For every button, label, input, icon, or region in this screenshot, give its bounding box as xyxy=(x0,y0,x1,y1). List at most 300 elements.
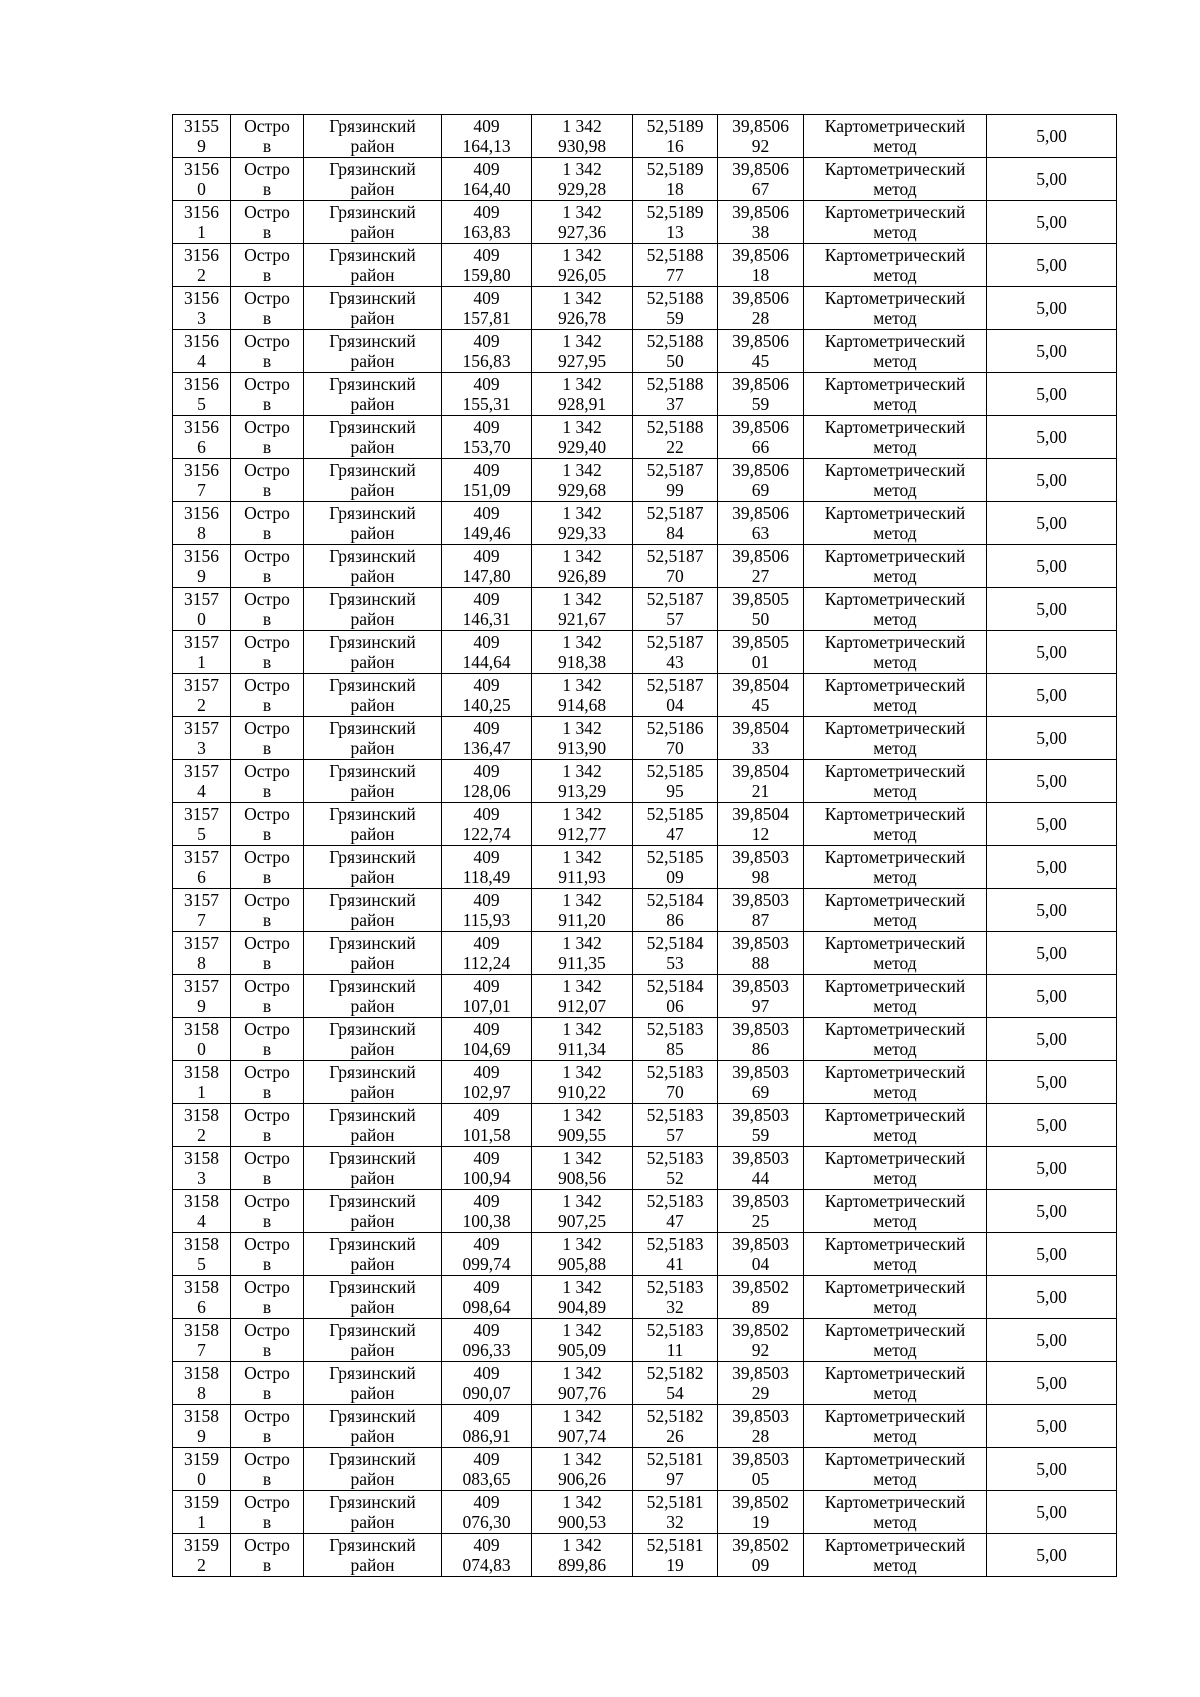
cell-line: 1 342 xyxy=(562,417,602,437)
cell-line: 908,56 xyxy=(557,1168,607,1188)
cell-line: Картометрический xyxy=(824,245,966,265)
cell-line: Остро xyxy=(244,890,290,910)
cell-line: 97 xyxy=(751,996,770,1016)
cell-line: Грязинский xyxy=(329,976,416,996)
latitude-cell xyxy=(633,545,718,588)
district-cell xyxy=(304,674,442,717)
district-cell xyxy=(304,1190,442,1233)
cell-line: 59 xyxy=(751,394,770,414)
district-cell xyxy=(304,1405,442,1448)
coord-x-cell xyxy=(442,1104,532,1147)
method-cell xyxy=(804,1061,987,1104)
cell-line: 52,5187 xyxy=(646,675,704,695)
coord-x-cell xyxy=(442,975,532,1018)
table-row xyxy=(173,674,1117,717)
coord-y-cell xyxy=(532,1147,633,1190)
cell-line: 409 xyxy=(473,761,500,781)
cell-line: 52,5183 xyxy=(646,1062,704,1082)
cell-line: 3157 xyxy=(184,890,219,910)
object-type-cell xyxy=(231,1276,304,1319)
district-cell xyxy=(304,502,442,545)
cell-line: 39,8506 xyxy=(732,159,789,179)
point-number-cell xyxy=(173,1405,231,1448)
cell-line: 0 xyxy=(197,1469,206,1489)
district-cell xyxy=(304,1491,442,1534)
coord-x-cell xyxy=(442,760,532,803)
accuracy-cell: 5,00 xyxy=(987,244,1117,287)
cell-line: в xyxy=(262,1469,272,1489)
cell-line: 9 xyxy=(197,566,206,586)
table-row xyxy=(173,330,1117,373)
cell-line: 0 xyxy=(197,1039,206,1059)
coord-x-cell xyxy=(442,1276,532,1319)
method-cell xyxy=(804,287,987,330)
cell-line: 115,93 xyxy=(462,910,511,930)
accuracy-cell: 5,00 xyxy=(987,1276,1117,1319)
object-type-cell xyxy=(231,1190,304,1233)
coord-y-cell xyxy=(532,631,633,674)
cell-line: 52,5183 xyxy=(646,1234,704,1254)
longitude-cell xyxy=(718,502,804,545)
cell-line: 147,80 xyxy=(462,566,511,586)
cell-line: 92 xyxy=(751,1340,770,1360)
cell-line: Остро xyxy=(244,1105,290,1125)
object-type-cell xyxy=(231,201,304,244)
accuracy-cell: 5,00 xyxy=(987,588,1117,631)
district-cell xyxy=(304,760,442,803)
longitude-cell xyxy=(718,1147,804,1190)
cell-line: Остро xyxy=(244,546,290,566)
point-number-cell xyxy=(173,1147,231,1190)
cell-line: 409 xyxy=(473,503,500,523)
object-type-cell xyxy=(231,1448,304,1491)
object-type-cell xyxy=(231,1147,304,1190)
cell-line: район xyxy=(350,824,395,844)
latitude-cell xyxy=(633,459,718,502)
cell-line: в xyxy=(262,695,272,715)
table-row xyxy=(173,1190,1117,1233)
coord-x-cell xyxy=(442,459,532,502)
table-row xyxy=(173,1448,1117,1491)
coord-y-cell xyxy=(532,1018,633,1061)
coord-y-cell xyxy=(532,1061,633,1104)
cell-line: район xyxy=(350,1426,395,1446)
cell-line: Грязинский xyxy=(329,1363,416,1383)
cell-line: Остро xyxy=(244,847,290,867)
cell-line: район xyxy=(350,308,395,328)
cell-line: 409 xyxy=(473,847,500,867)
district-cell xyxy=(304,1061,442,1104)
longitude-cell xyxy=(718,330,804,373)
cell-line: 3156 xyxy=(184,202,219,222)
object-type-cell xyxy=(231,846,304,889)
cell-line: в xyxy=(262,1555,272,1575)
cell-line: 4 xyxy=(197,781,206,801)
cell-line: Картометрический xyxy=(824,288,966,308)
cell-line: 107,01 xyxy=(462,996,511,1016)
cell-line: 927,95 xyxy=(557,351,607,371)
cell-line: 66 xyxy=(751,437,770,457)
latitude-cell xyxy=(633,889,718,932)
accuracy-cell: 5,00 xyxy=(987,1233,1117,1276)
cell-line: в xyxy=(262,222,272,242)
cell-line: 39,8505 xyxy=(732,632,789,652)
cell-line: Картометрический xyxy=(824,675,966,695)
coord-x-cell xyxy=(442,1233,532,1276)
point-number-cell xyxy=(173,846,231,889)
cell-line: Грязинский xyxy=(329,675,416,695)
accuracy-cell: 5,00 xyxy=(987,1147,1117,1190)
cell-line: 9 xyxy=(197,136,206,156)
latitude-cell xyxy=(633,760,718,803)
longitude-cell xyxy=(718,760,804,803)
cell-line: Картометрический xyxy=(824,159,966,179)
point-number-cell xyxy=(173,115,231,158)
cell-line: 907,25 xyxy=(557,1211,607,1231)
cell-line: 88 xyxy=(751,953,770,973)
method-cell xyxy=(804,1233,987,1276)
accuracy-cell: 5,00 xyxy=(987,1061,1117,1104)
cell-line: 21 xyxy=(751,781,770,801)
cell-line: метод xyxy=(873,1211,917,1231)
coord-y-cell xyxy=(532,1448,633,1491)
table-row xyxy=(173,373,1117,416)
cell-line: 921,67 xyxy=(557,609,607,629)
coord-x-cell xyxy=(442,1362,532,1405)
latitude-cell xyxy=(633,115,718,158)
cell-line: 112,24 xyxy=(462,953,511,973)
cell-line: 70 xyxy=(666,738,684,758)
cell-line: 1 342 xyxy=(562,589,602,609)
district-cell xyxy=(304,115,442,158)
cell-line: 3156 xyxy=(184,503,219,523)
table-row xyxy=(173,1104,1117,1147)
cell-line: Грязинский xyxy=(329,417,416,437)
cell-line: 1 342 xyxy=(562,1277,602,1297)
method-cell xyxy=(804,674,987,717)
cell-line: 913,90 xyxy=(557,738,607,758)
cell-line: 1 342 xyxy=(562,675,602,695)
longitude-cell xyxy=(718,1233,804,1276)
longitude-cell xyxy=(718,115,804,158)
cell-line: район xyxy=(350,523,395,543)
object-type-cell xyxy=(231,588,304,631)
cell-line: Картометрический xyxy=(824,1406,966,1426)
cell-line: район xyxy=(350,652,395,672)
cell-line: Грязинский xyxy=(329,1277,416,1297)
longitude-cell xyxy=(718,1448,804,1491)
method-cell xyxy=(804,846,987,889)
cell-line: в xyxy=(262,867,272,887)
cell-line: Картометрический xyxy=(824,1234,966,1254)
cell-line: 409 xyxy=(473,976,500,996)
object-type-cell xyxy=(231,760,304,803)
table-row xyxy=(173,115,1117,158)
cell-line: 52,5184 xyxy=(646,933,704,953)
cell-line: 39,8503 xyxy=(732,847,789,867)
coord-y-cell xyxy=(532,416,633,459)
cell-line: 929,28 xyxy=(557,179,607,199)
cell-line: 43 xyxy=(666,652,684,672)
cell-line: 140,25 xyxy=(462,695,511,715)
cell-line: 409 xyxy=(473,1535,500,1555)
district-cell xyxy=(304,1233,442,1276)
latitude-cell xyxy=(633,1018,718,1061)
cell-line: Картометрический xyxy=(824,1449,966,1469)
cell-line: метод xyxy=(873,308,917,328)
cell-line: 39,8506 xyxy=(732,202,789,222)
cell-line: метод xyxy=(873,609,917,629)
cell-line: 904,89 xyxy=(557,1297,607,1317)
cell-line: 1 342 xyxy=(562,159,602,179)
longitude-cell xyxy=(718,1319,804,1362)
point-number-cell xyxy=(173,287,231,330)
cell-line: 39,8503 xyxy=(732,1406,789,1426)
method-cell xyxy=(804,158,987,201)
coord-y-cell xyxy=(532,717,633,760)
cell-line: 39,8503 xyxy=(732,1363,789,1383)
cell-line: 926,89 xyxy=(557,566,607,586)
district-cell xyxy=(304,459,442,502)
accuracy-cell: 5,00 xyxy=(987,502,1117,545)
longitude-cell xyxy=(718,201,804,244)
cell-line: Остро xyxy=(244,417,290,437)
cell-line: 95 xyxy=(666,781,684,801)
latitude-cell xyxy=(633,932,718,975)
coord-y-cell xyxy=(532,459,633,502)
cell-line: 39,8502 xyxy=(732,1320,789,1340)
table-row xyxy=(173,502,1117,545)
cell-line: 1 342 xyxy=(562,1406,602,1426)
cell-line: метод xyxy=(873,1125,917,1145)
coord-y-cell xyxy=(532,1405,633,1448)
cell-line: Картометрический xyxy=(824,890,966,910)
cell-line: 39,8504 xyxy=(732,761,789,781)
method-cell xyxy=(804,1534,987,1577)
longitude-cell xyxy=(718,631,804,674)
cell-line: Остро xyxy=(244,202,290,222)
cell-line: район xyxy=(350,222,395,242)
cell-line: метод xyxy=(873,1168,917,1188)
cell-line: Картометрический xyxy=(824,718,966,738)
table-row xyxy=(173,889,1117,932)
cell-line: 39,8502 xyxy=(732,1492,789,1512)
accuracy-cell: 5,00 xyxy=(987,330,1117,373)
object-type-cell xyxy=(231,1018,304,1061)
cell-line: 69 xyxy=(751,1082,770,1102)
district-cell xyxy=(304,1276,442,1319)
coord-x-cell xyxy=(442,545,532,588)
cell-line: 06 xyxy=(666,996,684,1016)
table-row xyxy=(173,1319,1117,1362)
latitude-cell xyxy=(633,1276,718,1319)
coord-x-cell xyxy=(442,1018,532,1061)
method-cell xyxy=(804,1405,987,1448)
point-number-cell xyxy=(173,1319,231,1362)
cell-line: 409 xyxy=(473,718,500,738)
point-number-cell xyxy=(173,1233,231,1276)
coord-y-cell xyxy=(532,158,633,201)
table-row xyxy=(173,631,1117,674)
district-cell xyxy=(304,416,442,459)
table-row xyxy=(173,1276,1117,1319)
cell-line: 28 xyxy=(751,308,770,328)
accuracy-cell: 5,00 xyxy=(987,545,1117,588)
cell-line: метод xyxy=(873,566,917,586)
cell-line: в xyxy=(262,1125,272,1145)
cell-line: 3156 xyxy=(184,374,219,394)
cell-line: 918,38 xyxy=(557,652,607,672)
cell-line: 149,46 xyxy=(462,523,511,543)
table-row xyxy=(173,588,1117,631)
coord-x-cell xyxy=(442,1319,532,1362)
cell-line: в xyxy=(262,609,272,629)
point-number-cell xyxy=(173,545,231,588)
cell-line: метод xyxy=(873,1383,917,1403)
cell-line: район xyxy=(350,480,395,500)
cell-line: Картометрический xyxy=(824,632,966,652)
cell-line: метод xyxy=(873,222,917,242)
cell-line: 39,8503 xyxy=(732,1019,789,1039)
latitude-cell xyxy=(633,1147,718,1190)
cell-line: в xyxy=(262,394,272,414)
cell-line: 3157 xyxy=(184,761,219,781)
cell-line: 37 xyxy=(666,394,684,414)
cell-line: 409 xyxy=(473,245,500,265)
cell-line: Грязинский xyxy=(329,933,416,953)
cell-line: метод xyxy=(873,136,917,156)
cell-line: район xyxy=(350,695,395,715)
cell-line: 913,29 xyxy=(557,781,607,801)
cell-line: 909,55 xyxy=(557,1125,607,1145)
method-cell xyxy=(804,1448,987,1491)
cell-line: 1 342 xyxy=(562,1234,602,1254)
coord-y-cell xyxy=(532,1491,633,1534)
cell-line: Грязинский xyxy=(329,1191,416,1211)
cell-line: 409 xyxy=(473,1406,500,1426)
method-cell xyxy=(804,115,987,158)
cell-line: 409 xyxy=(473,1277,500,1297)
latitude-cell xyxy=(633,330,718,373)
cell-line: район xyxy=(350,781,395,801)
cell-line: 92 xyxy=(751,136,770,156)
cell-line: 85 xyxy=(666,1039,684,1059)
longitude-cell xyxy=(718,459,804,502)
point-number-cell xyxy=(173,631,231,674)
cell-line: район xyxy=(350,437,395,457)
accuracy-cell: 5,00 xyxy=(987,416,1117,459)
latitude-cell xyxy=(633,1362,718,1405)
cell-line: район xyxy=(350,351,395,371)
cell-line: 45 xyxy=(751,351,770,371)
cell-line: 899,86 xyxy=(557,1555,607,1575)
cell-line: 409 xyxy=(473,116,500,136)
cell-line: в xyxy=(262,953,272,973)
object-type-cell xyxy=(231,545,304,588)
cell-line: 52,5182 xyxy=(646,1406,704,1426)
point-number-cell xyxy=(173,244,231,287)
cell-line: в xyxy=(262,265,272,285)
cell-line: 39,8503 xyxy=(732,890,789,910)
cell-line: 52,5187 xyxy=(646,546,704,566)
accuracy-cell: 5,00 xyxy=(987,115,1117,158)
longitude-cell xyxy=(718,287,804,330)
cell-line: 13 xyxy=(666,222,684,242)
cell-line: Остро xyxy=(244,503,290,523)
cell-line: Остро xyxy=(244,1492,290,1512)
accuracy-cell: 5,00 xyxy=(987,1362,1117,1405)
cell-line: 1 342 xyxy=(562,202,602,222)
cell-line: район xyxy=(350,1512,395,1532)
cell-line: 930,98 xyxy=(557,136,607,156)
cell-line: 39,8506 xyxy=(732,374,789,394)
cell-line: 3157 xyxy=(184,976,219,996)
cell-line: в xyxy=(262,1340,272,1360)
district-cell xyxy=(304,1104,442,1147)
coord-x-cell xyxy=(442,416,532,459)
cell-line: 8 xyxy=(197,953,206,973)
method-cell xyxy=(804,416,987,459)
table-row xyxy=(173,158,1117,201)
cell-line: Картометрический xyxy=(824,546,966,566)
cell-line: метод xyxy=(873,996,917,1016)
cell-line: 911,20 xyxy=(558,910,606,930)
object-type-cell xyxy=(231,502,304,545)
accuracy-cell: 5,00 xyxy=(987,1405,1117,1448)
longitude-cell xyxy=(718,975,804,1018)
cell-line: в xyxy=(262,179,272,199)
cell-line: 1 342 xyxy=(562,1062,602,1082)
cell-line: 59 xyxy=(666,308,684,328)
cell-line: 52,5182 xyxy=(646,1363,704,1383)
cell-line: Картометрический xyxy=(824,1148,966,1168)
district-cell xyxy=(304,1448,442,1491)
district-cell xyxy=(304,201,442,244)
cell-line: Грязинский xyxy=(329,890,416,910)
cell-line: в xyxy=(262,523,272,543)
cell-line: 3156 xyxy=(184,159,219,179)
cell-line: 3157 xyxy=(184,933,219,953)
cell-line: 7 xyxy=(197,1340,206,1360)
point-number-cell xyxy=(173,588,231,631)
coord-x-cell xyxy=(442,1534,532,1577)
cell-line: 39,8503 xyxy=(732,1148,789,1168)
longitude-cell xyxy=(718,588,804,631)
cell-line: метод xyxy=(873,480,917,500)
cell-line: 52,5181 xyxy=(646,1449,704,1469)
cell-line: Остро xyxy=(244,632,290,652)
coord-y-cell xyxy=(532,115,633,158)
cell-line: 86 xyxy=(751,1039,770,1059)
method-cell xyxy=(804,545,987,588)
cell-line: район xyxy=(350,738,395,758)
cell-line: Остро xyxy=(244,1363,290,1383)
point-number-cell xyxy=(173,1534,231,1577)
point-number-cell xyxy=(173,1276,231,1319)
coord-x-cell xyxy=(442,803,532,846)
cell-line: 409 xyxy=(473,288,500,308)
cell-line: район xyxy=(350,394,395,414)
coord-x-cell xyxy=(442,631,532,674)
cell-line: район xyxy=(350,1555,395,1575)
cell-line: 28 xyxy=(751,1426,770,1446)
cell-line: метод xyxy=(873,1039,917,1059)
cell-line: 1 342 xyxy=(562,1535,602,1555)
object-type-cell xyxy=(231,1319,304,1362)
accuracy-cell: 5,00 xyxy=(987,1534,1117,1577)
cell-line: Грязинский xyxy=(329,288,416,308)
cell-line: 39,8506 xyxy=(732,288,789,308)
